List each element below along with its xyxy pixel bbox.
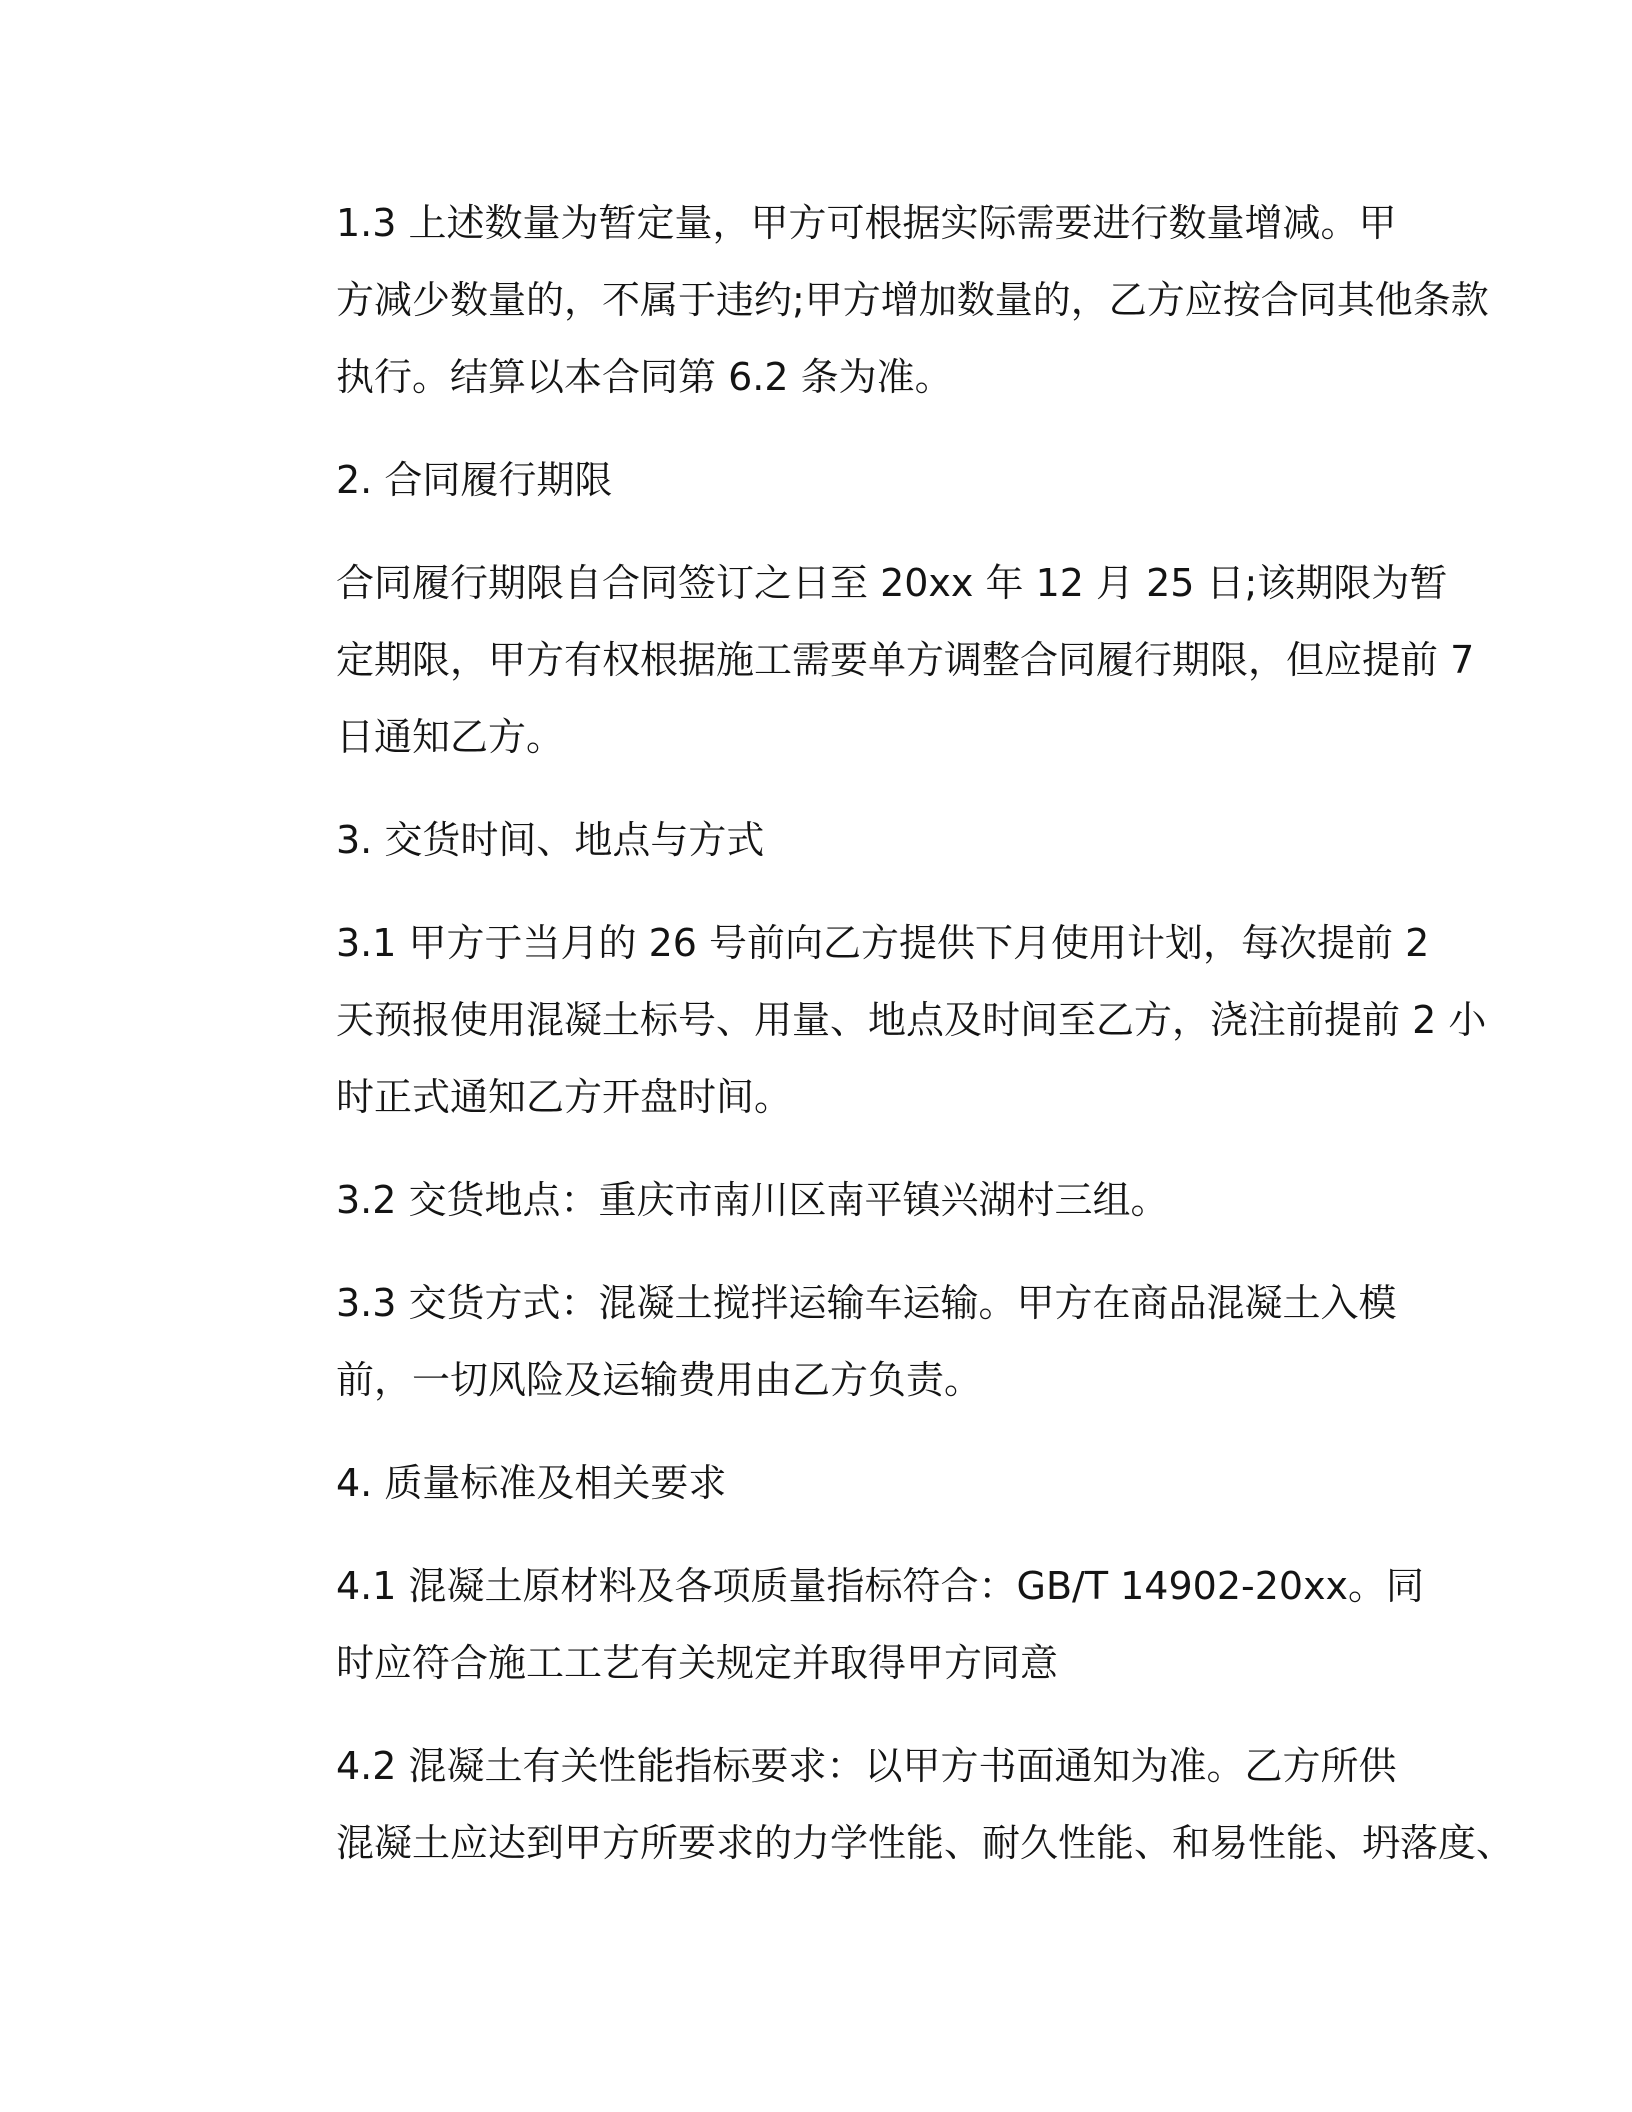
document-body <box>240 185 1515 1908</box>
text-line: 执行。结算以本合同第 6.2 条为准。 <box>336 355 953 399</box>
text-line: 3.2 交货地点：重庆市南川区南平镇兴湖村三组。 <box>336 1178 1169 1222</box>
text-line: 时应符合施工工艺有关规定并取得甲方同意 <box>336 1641 1059 1685</box>
clause-4-1 <box>240 1548 1425 1702</box>
heading-text: 3. 交货时间、地点与方式 <box>336 818 765 862</box>
text-line: 3.3 交货方式：混凝土搅拌运输车运输。甲方在商品混凝土入模 <box>336 1281 1397 1325</box>
text-line: 日通知乙方。 <box>336 715 565 759</box>
heading-text: 4. 质量标准及相关要求 <box>336 1461 727 1505</box>
text-line: 定期限，甲方有权根据施工需要单方调整合同履行期限，但应提前 7 <box>336 638 1475 682</box>
text-line: 3.1 甲方于当月的 26 号前向乙方提供下月使用计划，每次提前 2 <box>336 921 1430 965</box>
text-line: 前，一切风险及运输费用由乙方负责。 <box>336 1358 983 1402</box>
text-line: 4.2 混凝土有关性能指标要求：以甲方书面通知为准。乙方所供 <box>336 1744 1397 1788</box>
clause-4-2 <box>240 1728 1515 1882</box>
heading-text: 2. 合同履行期限 <box>336 458 613 502</box>
clause-3-3 <box>240 1265 1397 1419</box>
clause-1-3 <box>240 185 1489 416</box>
text-line: 1.3 上述数量为暂定量，甲方可根据实际需要进行数量增减。甲 <box>336 201 1397 245</box>
text-line: 4.1 混凝土原材料及各项质量指标符合：GB/T 14902-20xx。同 <box>336 1564 1425 1608</box>
section-heading-3 <box>240 802 1390 879</box>
clause-3-2 <box>240 1162 1390 1239</box>
section-heading-4 <box>240 1445 1390 1522</box>
text-line: 方减少数量的，不属于违约;甲方增加数量的，乙方应按合同其他条款 <box>336 278 1489 322</box>
clause-3-1 <box>240 905 1487 1136</box>
text-line: 天预报使用混凝土标号、用量、地点及时间至乙方，浇注前提前 2 小 <box>336 998 1487 1042</box>
text-line: 时正式通知乙方开盘时间。 <box>336 1075 793 1119</box>
text-line: 混凝土应达到甲方所要求的力学性能、耐久性能、和易性能、坍落度、 <box>336 1821 1515 1865</box>
text-line: 合同履行期限自合同签订之日至 20xx 年 12 月 25 日;该期限为暂 <box>336 561 1448 605</box>
section-heading-2 <box>240 442 1390 519</box>
clause-2-body <box>240 545 1475 776</box>
